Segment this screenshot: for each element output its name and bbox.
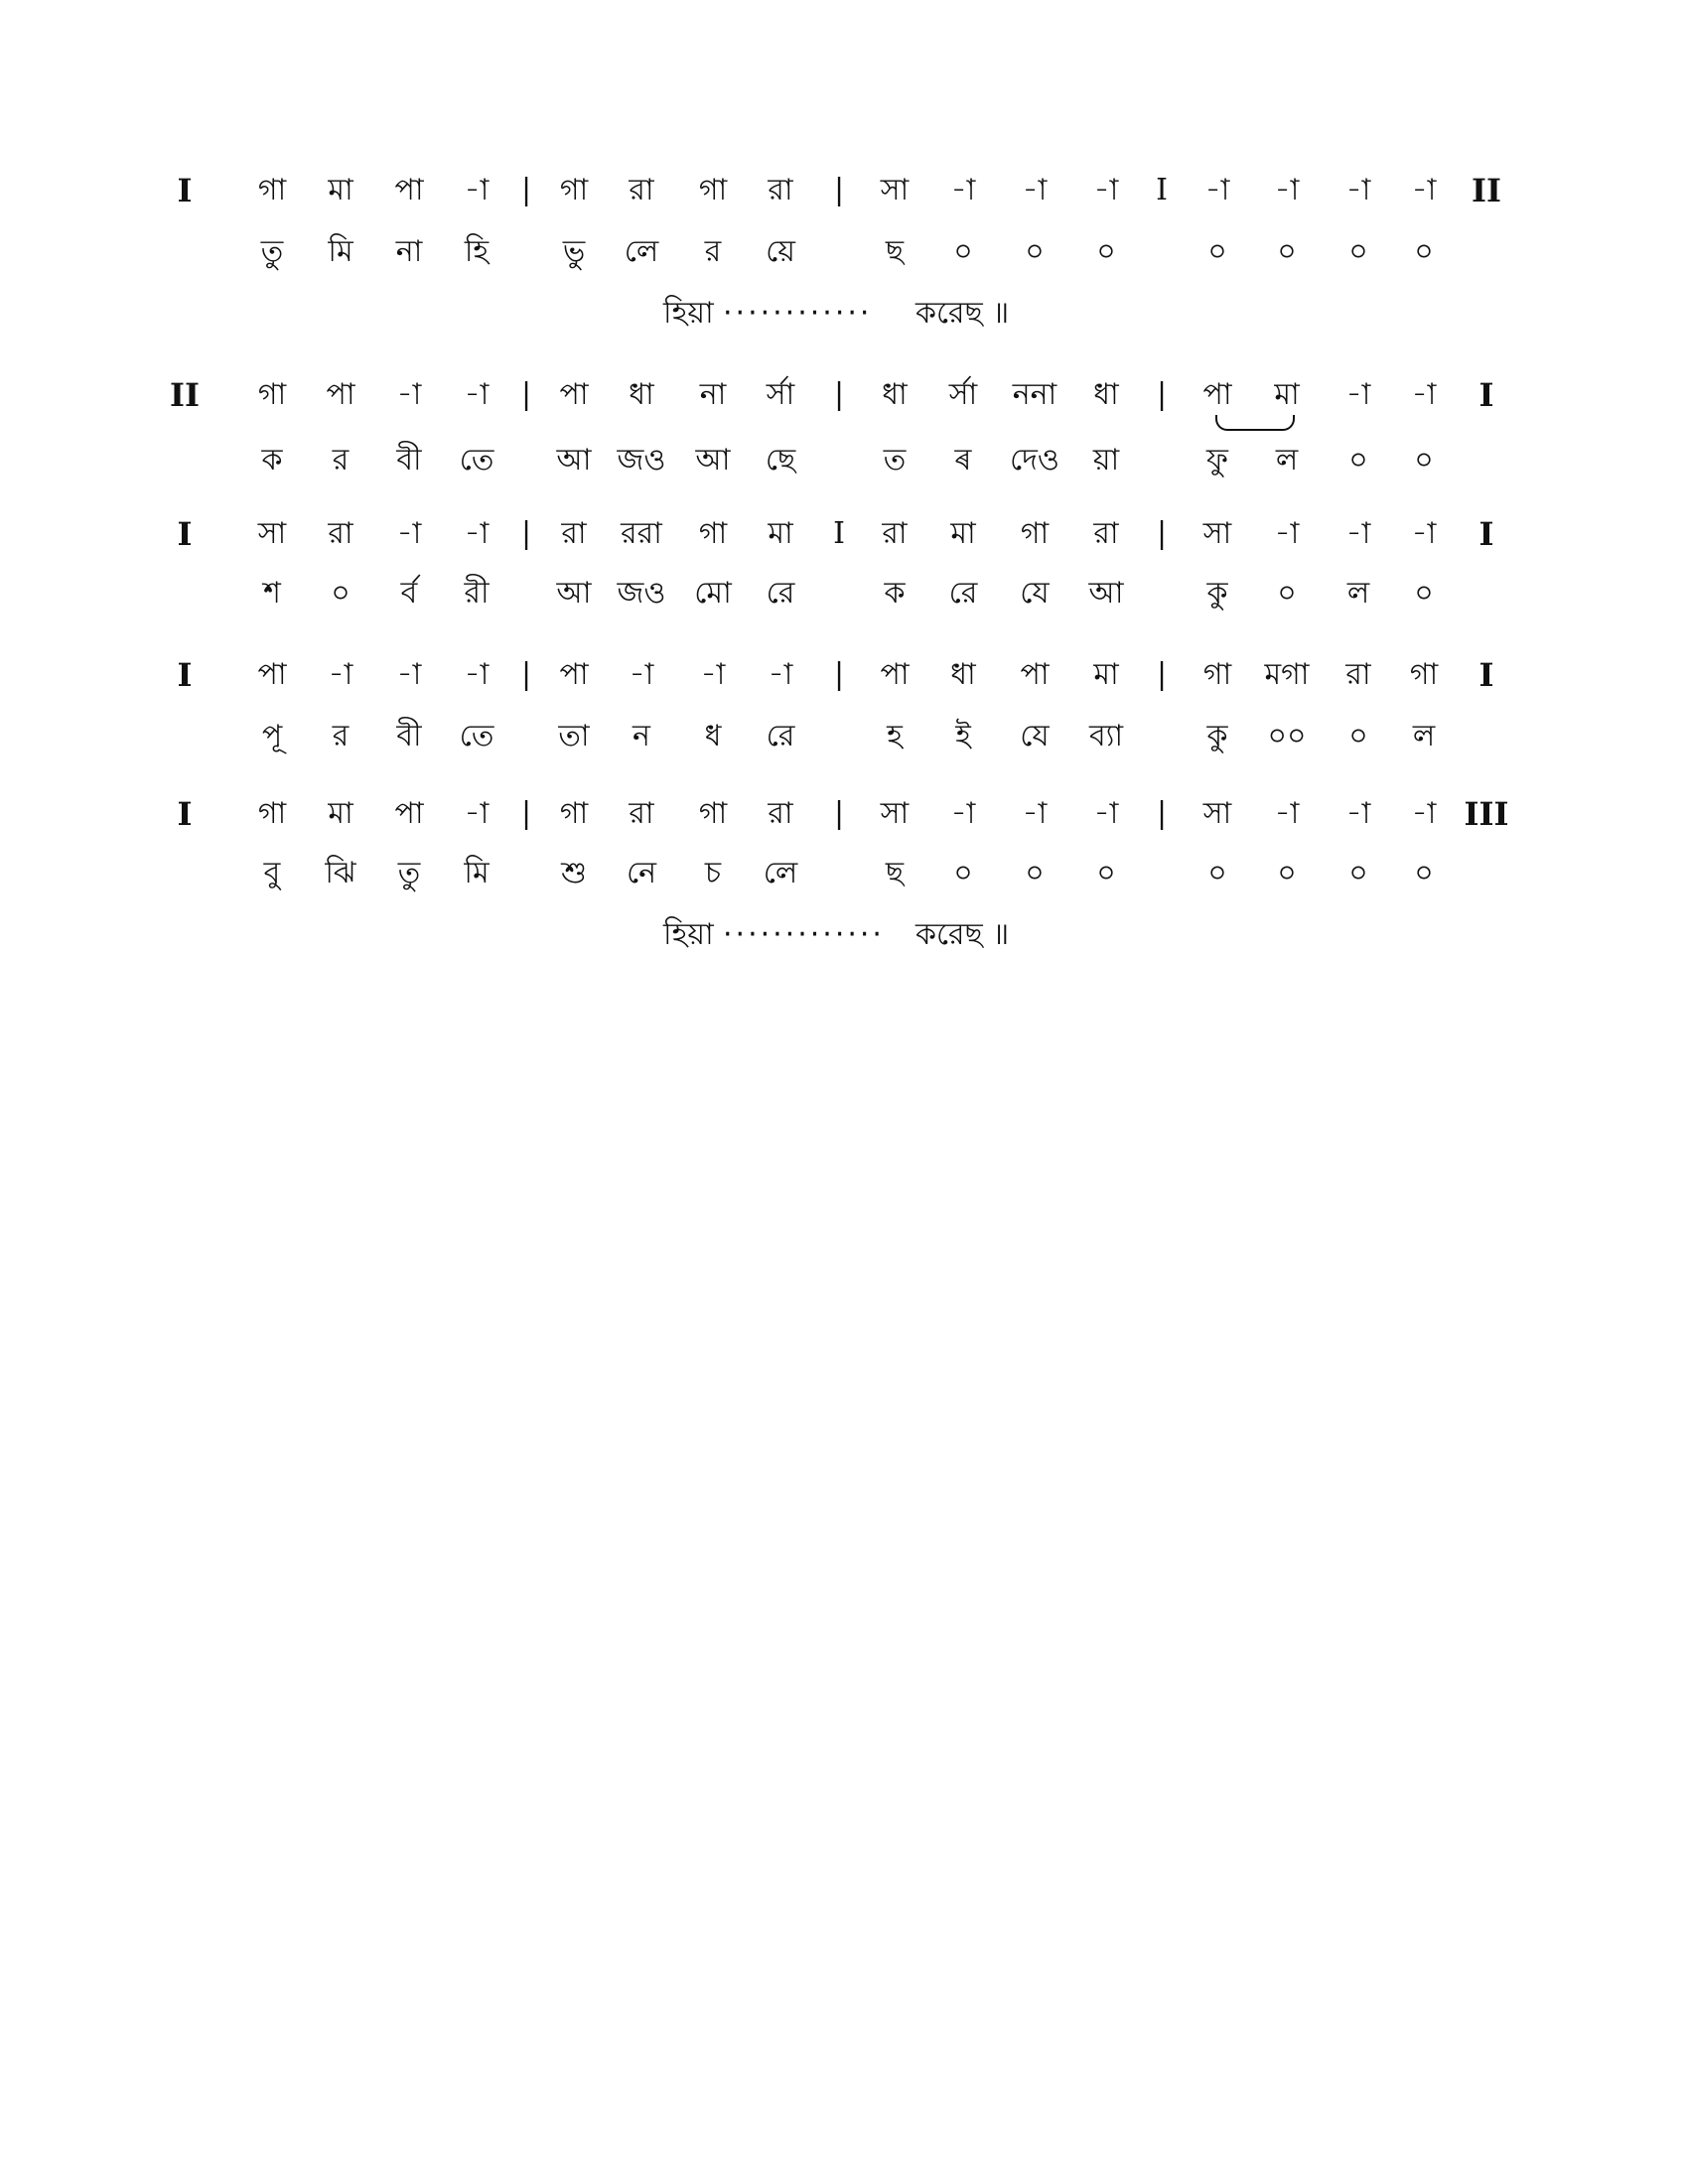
note-cell: রা [561, 516, 587, 551]
note-cell: মা [328, 173, 353, 207]
note-cell: -া [328, 657, 353, 692]
bar-line: | [1156, 657, 1168, 692]
lyric-syllable: বী [396, 443, 422, 478]
note-cell: সা [257, 516, 287, 551]
note-cell: ররা [621, 516, 662, 551]
lyric-syllable: ০ [1277, 234, 1297, 269]
bar-line: I [833, 516, 845, 551]
lyric-syllable: ধ [704, 719, 722, 753]
note-cell: রা [1093, 516, 1119, 551]
refrain-word: হিয়া [663, 296, 714, 331]
note-cell: -া [950, 796, 976, 831]
lyric-syllable: ০ [953, 234, 973, 269]
note-cell: -া [464, 377, 490, 412]
lyric-syllable: আ [695, 443, 731, 478]
lyric-syllable: শ [263, 576, 281, 611]
start-mark: I [177, 795, 193, 833]
lyric-syllable: য়া [1092, 443, 1120, 478]
lyric-syllable: র [332, 719, 350, 753]
note-cell: -া [1093, 173, 1119, 207]
note-cell: গা [1202, 657, 1232, 692]
bar-line: | [833, 657, 845, 692]
note-cell: র্সা [766, 377, 795, 412]
note-cell: রা [768, 796, 793, 831]
note-cell: মা [328, 796, 353, 831]
lyric-syllable: ০ [1414, 234, 1434, 269]
lyric-syllable: মো [694, 576, 732, 611]
lyric-syllable: ০ [1025, 234, 1045, 269]
lyric-row [0, 850, 1688, 897]
lyric-syllable: র [332, 443, 350, 478]
lyric-syllable: ০ [1348, 719, 1368, 753]
end-mark: II [1472, 172, 1501, 209]
note-cell: মগা [1264, 657, 1310, 692]
lyric-syllable: ০ [953, 856, 973, 890]
note-cell: রা [629, 173, 654, 207]
note-cell: গা [698, 516, 728, 551]
lyric-syllable: তু [260, 234, 284, 269]
lyric-syllable: ০ [1414, 856, 1434, 890]
bar-line: | [520, 796, 532, 831]
note-cell: পা [257, 657, 287, 692]
note-cell: গা [1020, 516, 1050, 551]
lyric-syllable: চ [704, 856, 722, 890]
note-cell: রা [882, 516, 908, 551]
start-mark: I [177, 515, 193, 553]
lyric-syllable: ০ [1096, 234, 1116, 269]
lyric-syllable: ৰ [954, 443, 972, 478]
lyric-syllable: জও [617, 443, 666, 478]
note-cell: -া [396, 657, 422, 692]
note-cell: -া [1411, 796, 1437, 831]
note-cell: সা [1202, 516, 1232, 551]
refrain-cue [0, 290, 1688, 338]
note-cell: সা [880, 173, 910, 207]
lyric-syllable: ভু [562, 234, 586, 269]
note-cell: পা [394, 796, 424, 831]
lyric-syllable: ০ [1025, 856, 1045, 890]
bar-line: | [833, 796, 845, 831]
lyric-syllable: যে [1020, 719, 1050, 753]
note-cell: -া [629, 657, 654, 692]
note-cell: -া [768, 657, 793, 692]
note-cell: -া [1411, 173, 1437, 207]
lyric-syllable: ০ [1277, 576, 1297, 611]
bar-line: | [520, 377, 532, 412]
note-cell: -া [1411, 377, 1437, 412]
lyric-syllable: ই [955, 719, 971, 753]
note-cell: ধা [1093, 377, 1119, 412]
lyric-syllable: যে [1020, 576, 1050, 611]
note-cell: ধা [629, 377, 654, 412]
lyric-syllable: ব্যা [1088, 719, 1124, 753]
lyric-syllable: ল [1346, 576, 1370, 611]
note-cell: -া [1411, 516, 1437, 551]
lyric-syllable: ল [1275, 443, 1299, 478]
note-cell: না [699, 377, 727, 412]
lyric-syllable: ০ [1207, 234, 1227, 269]
bar-line: | [520, 657, 532, 692]
note-cell: -া [1022, 173, 1048, 207]
lyric-syllable: রে [766, 719, 795, 753]
lyric-syllable: হি [464, 234, 490, 269]
lyric-syllable: কু [1206, 719, 1228, 753]
note-cell: ধা [882, 377, 908, 412]
lyric-syllable: নে [626, 856, 657, 890]
lyric-syllable: ছ [885, 234, 905, 269]
bar-line: I [1156, 173, 1168, 207]
lyric-syllable: ০০ [1267, 719, 1307, 753]
note-cell: -া [1345, 377, 1371, 412]
note-cell: গা [559, 796, 589, 831]
note-cell: গা [1409, 657, 1439, 692]
note-cell: পা [880, 657, 910, 692]
note-cell: -া [396, 377, 422, 412]
note-cell: গা [559, 173, 589, 207]
lyric-syllable: ফু [1206, 443, 1228, 478]
lyric-syllable: ন [633, 719, 650, 753]
refrain-dots: ············· [723, 917, 885, 952]
lyric-syllable: রে [766, 576, 795, 611]
note-cell: -া [464, 173, 490, 207]
start-mark: I [177, 656, 193, 694]
note-cell: মা [1093, 657, 1119, 692]
note-cell: র্সা [948, 377, 978, 412]
lyric-syllable: ঝি [325, 856, 356, 890]
lyric-syllable: জও [617, 576, 666, 611]
note-cell: -া [1093, 796, 1119, 831]
lyric-syllable: না [395, 234, 423, 269]
refrain-dots: ············ [723, 296, 873, 331]
note-row [0, 651, 1688, 699]
bar-line: | [1156, 516, 1168, 551]
lyric-syllable: ০ [1207, 856, 1227, 890]
note-cell: পা [394, 173, 424, 207]
note-cell: -া [950, 173, 976, 207]
lyric-syllable: কু [1206, 576, 1228, 611]
lyric-syllable: ক [261, 443, 283, 478]
note-cell: মা [950, 516, 976, 551]
lyric-syllable: পূ [261, 719, 283, 753]
lyric-syllable: শু [561, 856, 587, 890]
note-cell: রা [768, 173, 793, 207]
lyric-syllable: ছে [765, 443, 796, 478]
note-cell: রা [328, 516, 353, 551]
lyric-syllable: রে [948, 576, 978, 611]
note-cell: ধা [950, 657, 976, 692]
lyric-syllable: মি [464, 856, 490, 890]
lyric-syllable: তে [459, 443, 494, 478]
lyric-syllable: র [704, 234, 722, 269]
lyric-syllable: য়ে [766, 234, 795, 269]
note-cell: -া [1345, 173, 1371, 207]
note-cell: -া [1345, 796, 1371, 831]
note-cell: পা [1202, 377, 1232, 412]
lyric-row [0, 713, 1688, 760]
note-cell: -া [1204, 173, 1230, 207]
note-cell: -া [464, 516, 490, 551]
note-cell: -া [1345, 516, 1371, 551]
lyric-syllable: ০ [1096, 856, 1116, 890]
note-cell: সা [880, 796, 910, 831]
lyric-syllable: বী [396, 719, 422, 753]
bar-line: | [1156, 796, 1168, 831]
end-mark: I [1478, 656, 1494, 694]
note-cell: -া [700, 657, 726, 692]
note-cell: -া [1274, 796, 1300, 831]
refrain-tail: করেছ ॥ [915, 917, 1010, 952]
end-mark: I [1478, 376, 1494, 414]
note-cell: পা [1020, 657, 1050, 692]
bar-line: | [833, 377, 845, 412]
refrain-tail: করেছ ॥ [915, 296, 1010, 331]
end-mark: III [1464, 795, 1509, 833]
start-mark: II [170, 376, 200, 414]
note-cell: -া [464, 796, 490, 831]
note-cell: -া [1022, 796, 1048, 831]
lyric-syllable: র্ব [400, 576, 418, 611]
lyric-syllable: ল [1412, 719, 1436, 753]
note-row [0, 167, 1688, 214]
slur-mark [1215, 415, 1295, 431]
lyric-row [0, 570, 1688, 617]
start-mark: I [177, 172, 193, 209]
end-mark: I [1478, 515, 1494, 553]
note-row [0, 371, 1688, 419]
lyric-syllable: দেও [1009, 443, 1059, 478]
bar-line: | [520, 173, 532, 207]
bar-line: | [833, 173, 845, 207]
note-cell: রা [1345, 657, 1371, 692]
lyric-syllable: মি [328, 234, 353, 269]
note-cell: গা [257, 796, 287, 831]
lyric-syllable: রী [464, 576, 490, 611]
note-cell: পা [559, 377, 589, 412]
note-cell: গা [257, 173, 287, 207]
lyric-syllable: আ [1088, 576, 1124, 611]
lyric-syllable: ক [884, 576, 906, 611]
lyric-syllable: লে [763, 856, 798, 890]
note-cell: -া [396, 516, 422, 551]
note-cell: -া [1274, 516, 1300, 551]
note-cell: পা [559, 657, 589, 692]
lyric-syllable: ০ [1348, 443, 1368, 478]
note-cell: গা [257, 377, 287, 412]
lyric-syllable: বু [263, 856, 281, 890]
lyric-syllable: হ [887, 719, 903, 753]
lyric-syllable: ০ [331, 576, 351, 611]
lyric-syllable: ০ [1348, 234, 1368, 269]
note-row [0, 790, 1688, 838]
note-cell: -া [464, 657, 490, 692]
lyric-row [0, 228, 1688, 276]
lyric-syllable: ০ [1414, 576, 1434, 611]
note-cell: গা [698, 173, 728, 207]
lyric-syllable: তে [459, 719, 494, 753]
note-cell: মা [768, 516, 793, 551]
lyric-syllable: আ [556, 576, 592, 611]
note-cell: মা [1274, 377, 1300, 412]
lyric-syllable: ত [883, 443, 907, 478]
lyric-syllable: ছ [885, 856, 905, 890]
bar-line: | [520, 516, 532, 551]
note-cell: সা [1202, 796, 1232, 831]
lyric-syllable: তু [397, 856, 421, 890]
lyric-row [0, 437, 1688, 484]
note-cell: পা [326, 377, 355, 412]
refrain-cue [0, 911, 1688, 959]
lyric-syllable: লে [624, 234, 659, 269]
note-row [0, 510, 1688, 558]
note-cell: ননা [1012, 377, 1057, 412]
lyric-syllable: তা [558, 719, 590, 753]
lyric-syllable: ০ [1277, 856, 1297, 890]
note-cell: গা [698, 796, 728, 831]
note-cell: -া [1274, 173, 1300, 207]
lyric-syllable: ০ [1414, 443, 1434, 478]
refrain-word: হিয়া [663, 917, 714, 952]
lyric-syllable: ০ [1348, 856, 1368, 890]
bar-line: | [1156, 377, 1168, 412]
note-cell: রা [629, 796, 654, 831]
lyric-syllable: আ [556, 443, 592, 478]
